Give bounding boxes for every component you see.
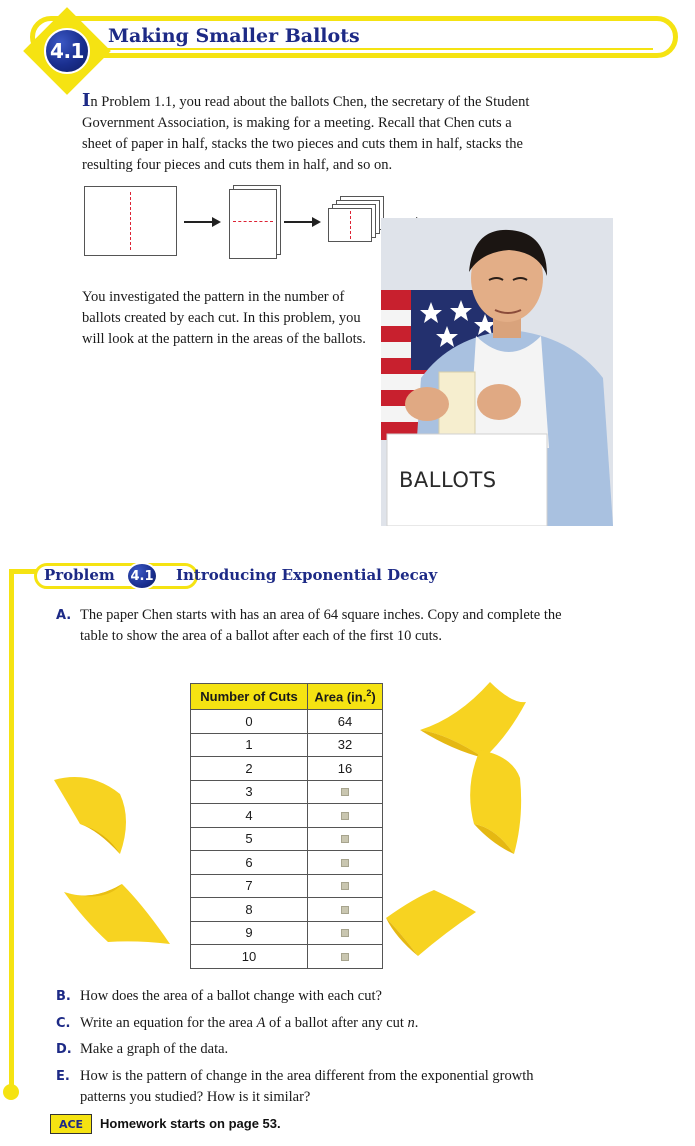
table-row	[191, 710, 383, 734]
table-row	[191, 945, 383, 969]
floating-paper-right-bottom	[384, 888, 480, 958]
question-b-label: B.	[56, 989, 71, 1004]
table-row	[191, 733, 383, 757]
problem-title: Introducing Exponential Decay	[176, 566, 438, 584]
intro-text: n Problem 1.1, you read about the ballots Chen, the secretary of the Student Government Association, is making for a meeting. Recall that Chen cuts a sheet of paper in half, stacks the two pieces and cuts them in half, stacks the resulting four pieces and cuts them in half, and so on.	[82, 94, 530, 173]
question-c-mid: of a ballot after any cut	[265, 1015, 408, 1031]
half-sheet-stack-front	[229, 189, 277, 259]
arrow-2	[284, 221, 314, 223]
cell-area: 32	[308, 733, 383, 757]
question-e-label: E.	[56, 1069, 70, 1084]
header-area	[308, 684, 383, 710]
floating-paper-right-middle	[462, 748, 524, 858]
answer-blank	[341, 788, 349, 796]
cell-area	[308, 921, 383, 945]
question-a	[56, 605, 576, 647]
cell-cuts: 9	[191, 921, 308, 945]
cell-cuts: 6	[191, 851, 308, 875]
question-d-text: Make a graph of the data.	[80, 1041, 229, 1057]
floating-paper-left-top	[50, 770, 140, 860]
cell-cuts: 5	[191, 827, 308, 851]
question-c	[56, 1013, 576, 1034]
intro-dropcap: I	[82, 90, 91, 111]
lesson-title: Making Smaller Ballots	[108, 25, 360, 47]
cell-area	[308, 851, 383, 875]
problem-spine-end	[3, 1084, 19, 1100]
area-table-body	[191, 710, 383, 969]
question-c-label: C.	[56, 1016, 71, 1031]
cell-cuts: 2	[191, 757, 308, 781]
banner-underline	[65, 48, 653, 50]
question-b	[56, 986, 576, 1007]
question-c-post: .	[414, 1015, 419, 1031]
header-number-of-cuts: Number of Cuts	[191, 684, 308, 710]
question-c-pre: Write an equation for the area	[80, 1015, 257, 1031]
table-row	[191, 874, 383, 898]
variable-a: A	[256, 1015, 266, 1031]
answer-blank	[341, 835, 349, 843]
cell-cuts: 3	[191, 780, 308, 804]
answer-blank	[341, 929, 349, 937]
arrow-1-head	[212, 217, 221, 227]
lesson-number-badge: 4.1	[44, 28, 90, 74]
arrow-2-head	[312, 217, 321, 227]
question-d-label: D.	[56, 1042, 72, 1057]
variable-n: n	[407, 1015, 415, 1031]
question-b-text: How does the area of a ballot change with each cut?	[80, 988, 382, 1004]
table-row	[191, 804, 383, 828]
table-row	[191, 898, 383, 922]
table-row	[191, 757, 383, 781]
cell-area	[308, 874, 383, 898]
intro-paragraph	[82, 90, 542, 176]
cell-cuts: 10	[191, 945, 308, 969]
cell-area	[308, 804, 383, 828]
table-row	[191, 921, 383, 945]
table-header-row	[191, 684, 383, 710]
arrow-1	[184, 221, 214, 223]
problem-spine	[9, 573, 14, 1091]
student-ballot-photo	[381, 218, 613, 526]
question-e	[56, 1066, 556, 1108]
header-area-text: Area (in.	[314, 689, 367, 705]
cell-cuts: 1	[191, 733, 308, 757]
table-row	[191, 780, 383, 804]
answer-blank	[341, 812, 349, 820]
cell-cuts: 0	[191, 710, 308, 734]
question-c-text	[56, 1013, 576, 1034]
answer-blank	[341, 882, 349, 890]
cell-area	[308, 898, 383, 922]
ace-badge: ACE	[50, 1114, 92, 1134]
question-a-text: The paper Chen starts with has an area of 64 square inches. Copy and complete the table to show the area of a ballot after each of the first 10 cuts.	[80, 607, 562, 644]
answer-blank	[341, 906, 349, 914]
answer-blank	[341, 953, 349, 961]
cell-area	[308, 780, 383, 804]
question-a-label: A.	[56, 608, 72, 623]
cut-line-vertical	[130, 192, 131, 250]
floating-paper-left-bottom	[62, 878, 174, 948]
ballot-box-sign: BALLOTS	[399, 468, 497, 492]
cut-line-vertical-2	[350, 211, 351, 239]
question-d	[56, 1039, 576, 1060]
cell-area	[308, 945, 383, 969]
cell-area	[308, 827, 383, 851]
cell-cuts: 7	[191, 874, 308, 898]
investigate-paragraph: You investigated the pattern in the number of ballots created by each cut. In this problem, you will look at the pattern in the areas of the ballots.	[82, 289, 366, 347]
cut-line-horizontal	[233, 221, 273, 222]
homework-note: Homework starts on page 53.	[100, 1116, 281, 1131]
table-row	[191, 851, 383, 875]
cell-area: 16	[308, 757, 383, 781]
problem-label: Problem	[44, 566, 115, 584]
area-table	[190, 683, 383, 969]
cell-cuts: 8	[191, 898, 308, 922]
header-area-close: )	[371, 689, 376, 705]
cell-area: 64	[308, 710, 383, 734]
header-area-superscript: 2	[366, 688, 372, 699]
cell-cuts: 4	[191, 804, 308, 828]
question-e-text: How is the pattern of change in the area different from the exponential growth patterns you studied? How is it similar?	[80, 1068, 534, 1105]
table-row	[191, 827, 383, 851]
problem-number-badge: 4.1	[126, 562, 158, 590]
answer-blank	[341, 859, 349, 867]
